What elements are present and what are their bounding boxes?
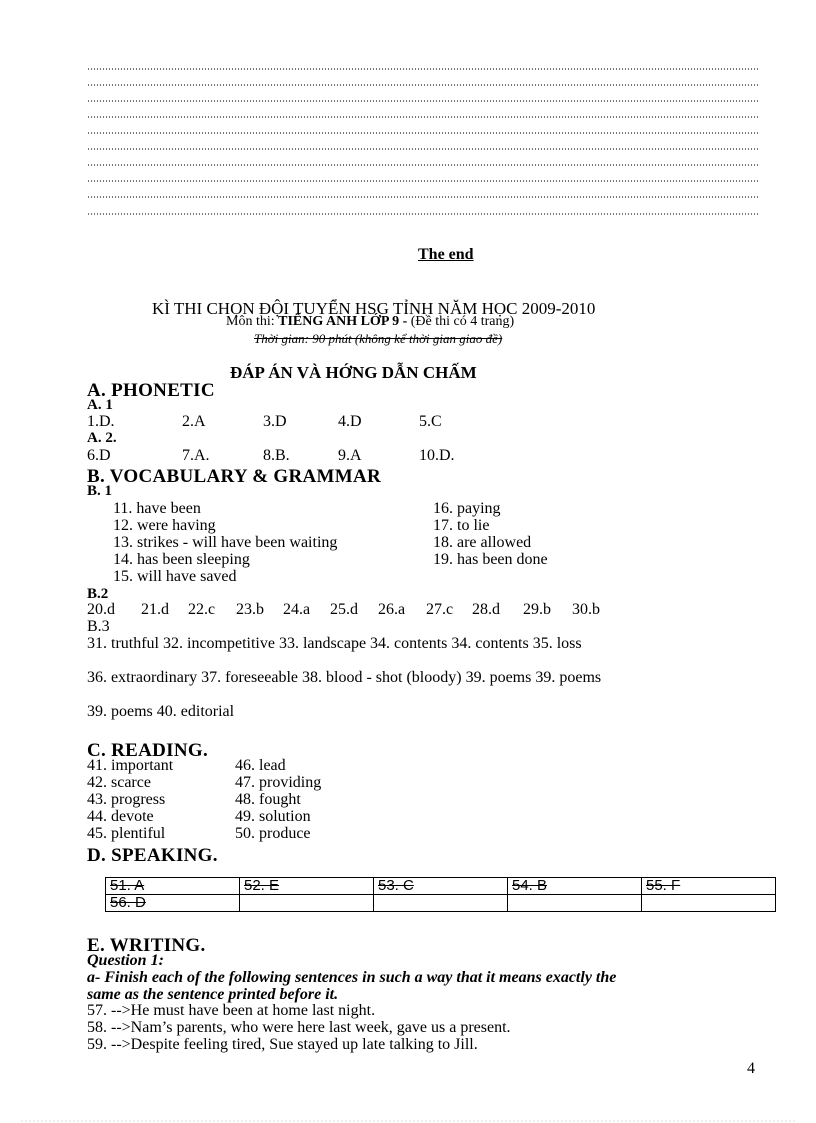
b1-answer: 15. will have saved (113, 568, 237, 585)
dotted-line (87, 68, 758, 70)
reading-answer: 48. fought (235, 791, 301, 808)
dotted-line (87, 164, 758, 166)
b2-label: B.2 (87, 586, 109, 602)
speaking-cell (240, 895, 374, 912)
b2-answer: 21.d (141, 601, 169, 618)
pages-note: (Đề thi có 4 trang) (410, 314, 515, 329)
speaking-cell: 56. D (106, 895, 240, 912)
speaking-cell (374, 895, 508, 912)
b2-answer: 25.d (330, 601, 358, 618)
reading-answer: 50. produce (235, 825, 311, 842)
dotted-line (87, 196, 758, 198)
b3-line-3: 39. poems 40. editorial (87, 703, 235, 720)
b2-answer: 26.a (378, 601, 406, 618)
exam-subject-line (226, 314, 514, 330)
a2-answer: 6.D (87, 447, 111, 464)
phonetic-heading: A. PHONETIC (87, 380, 215, 401)
b1-left-column (113, 500, 337, 585)
writing-instruction: a- Finish each of the following sentences in such a way that it means exactly the (87, 969, 617, 986)
answer-heading: ĐÁP ÁN VÀ HỚNG DẪN CHẤM (230, 363, 477, 382)
page-bottom-border (20, 1120, 796, 1122)
reading-answer: 45. plentiful (87, 825, 166, 842)
b3-line-2: 36. extraordinary 37. foreseeable 38. blood - shot (bloody) 39. poems 39. poems (87, 669, 602, 686)
a1-answer: 1.D. (87, 413, 115, 430)
speaking-cell: 52. E (240, 878, 374, 895)
vocab-heading: B. VOCABULARY & GRAMMAR (87, 466, 382, 487)
a1-answer: 3.D (263, 413, 287, 430)
b3-line-1: 31. truthful 32. incompetitive 33. landscape 34. contents 34. contents 35. loss (87, 635, 582, 652)
speaking-cell: 53. C (374, 878, 508, 895)
exam-time: Thời gian: 90 phút (không kể thời gian giao đề) (254, 331, 503, 346)
b2-answer: 20.d (87, 601, 115, 618)
reading-answer: 49. solution (235, 808, 311, 825)
b1-right-column (433, 500, 548, 568)
b1-answer: 16. paying (433, 500, 501, 517)
b2-answer: 29.b (523, 601, 551, 618)
speaking-heading: D. SPEAKING. (87, 845, 218, 866)
speaking-cell (642, 895, 776, 912)
a1-answer: 5.C (419, 413, 442, 430)
a1-answer: 4.D (338, 413, 362, 430)
reading-answer: 44. devote (87, 808, 154, 825)
subject-label: Môn thi: (226, 314, 275, 329)
writing-instruction: same as the sentence printed before it. (87, 986, 339, 1003)
question-label: Question 1: (87, 952, 164, 969)
a2-answer: 7.A. (182, 447, 210, 464)
writing-answer: 59. -->Despite feeling tired, Sue stayed up late talking to Jill. (87, 1036, 478, 1053)
b1-answer: 17. to lie (433, 517, 490, 534)
writing-answer: 58. -->Nam’s parents, who were here last week, gave us a present. (87, 1019, 511, 1036)
exam-title: KÌ THI CHỌN ĐỘI TUYỂN HSG TỈNH NĂM HỌC 2009-2010 (152, 299, 596, 318)
writing-heading: E. WRITING. (87, 935, 206, 956)
b1-label: B. 1 (87, 483, 113, 499)
b2-answer: 23.b (236, 601, 264, 618)
page-number: 4 (747, 1060, 755, 1077)
a2-answer: 9.A (338, 447, 362, 464)
speaking-cell: 54. B (508, 878, 642, 895)
b1-answer: 18. are allowed (433, 534, 532, 551)
b1-answer: 13. strikes - will have been waiting (113, 534, 338, 551)
dotted-line (87, 132, 758, 134)
a1-label: A. 1 (87, 397, 113, 413)
reading-answer: 42. scarce (87, 774, 151, 791)
reading-left-column (87, 757, 173, 842)
reading-right-column (235, 757, 321, 842)
reading-answer: 41. important (87, 757, 174, 774)
subject-name: TIẾNG ANH LỚP 9 - (278, 314, 408, 329)
dotted-line (87, 148, 758, 150)
reading-answer: 47. providing (235, 774, 322, 791)
dotted-line (87, 100, 758, 102)
b1-answer: 19. has been done (433, 551, 548, 568)
writing-answer: 57. -->He must have been at home last night. (87, 1002, 376, 1019)
b3-label: B.3 (87, 618, 110, 635)
table-row (106, 878, 776, 895)
a1-answer: 2.A (182, 413, 206, 430)
reading-heading: C. READING. (87, 740, 209, 761)
the-end-label: The end (418, 246, 474, 263)
b2-answer: 22.c (188, 601, 216, 618)
speaking-cell: 51. A (106, 878, 240, 895)
b1-answer: 11. have been (113, 500, 201, 517)
speaking-cell (508, 895, 642, 912)
reading-answer: 46. lead (235, 757, 286, 774)
b1-answer: 14. has been sleeping (113, 551, 250, 568)
a2-answer: 10.D. (419, 447, 455, 464)
speaking-cell: 55. F (642, 878, 776, 895)
b2-answer: 24.a (283, 601, 311, 618)
b2-answer: 28.d (472, 601, 500, 618)
b1-answer: 12. were having (113, 517, 216, 534)
speaking-answer-table (105, 877, 776, 912)
dotted-line (87, 180, 758, 182)
reading-answer: 43. progress (87, 791, 166, 808)
a2-label: A. 2. (87, 430, 117, 446)
dotted-line (87, 116, 758, 118)
b2-answer: 27.c (426, 601, 454, 618)
table-row (106, 895, 776, 912)
b2-answer: 30.b (572, 601, 600, 618)
a2-answer: 8.B. (263, 447, 290, 464)
dotted-line (87, 213, 758, 215)
dotted-line (87, 84, 758, 86)
